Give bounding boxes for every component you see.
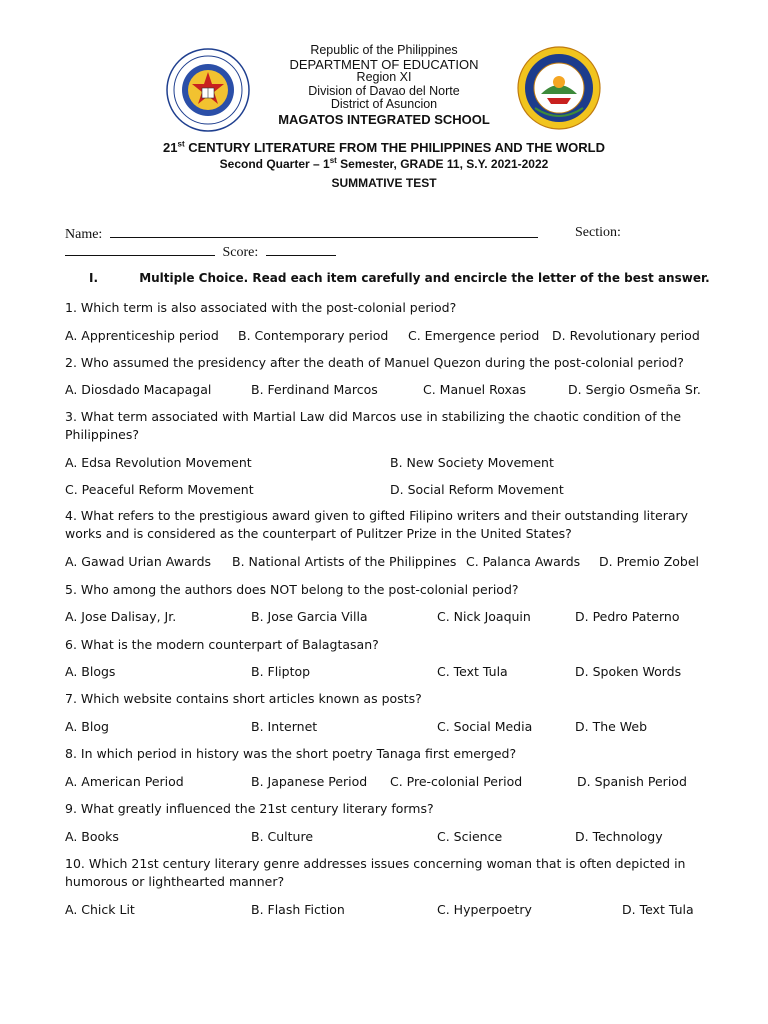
option-5d[interactable]: D. Pedro Paterno (575, 609, 680, 624)
quarter-line: Second Quarter – 1st Semester, GRADE 11, S.Y. 2021-2022 (219, 156, 549, 171)
district-text: District of Asuncion (330, 97, 438, 111)
question-3: 3. What term associated with Martial Law did Marcos use in stabilizing the chaotic condition of the Philippines? (65, 409, 682, 442)
option-7d[interactable]: D. The Web (575, 719, 648, 734)
option-10d[interactable]: D. Text Tula (622, 902, 694, 917)
option-8d[interactable]: D. Spanish Period (577, 774, 687, 789)
question-10: 10. Which 21st century literary genre addresses issues concerning woman that is often depicted in humorous or lighthearted manner? (65, 856, 686, 889)
option-4b[interactable]: B. National Artists of the Philippines (232, 554, 457, 569)
option-5a[interactable]: A. Jose Dalisay, Jr. (65, 609, 177, 624)
course-title: 21st CENTURY LITERATURE FROM THE PHILIPPINES AND THE WORLD (163, 139, 605, 155)
option-7c[interactable]: C. Social Media (437, 719, 533, 734)
option-6b[interactable]: B. Fliptop (251, 664, 311, 679)
division-text: Division of Davao del Norte (308, 83, 460, 98)
section-field[interactable] (65, 243, 215, 256)
score-field[interactable] (266, 243, 336, 256)
option-8b[interactable]: B. Japanese Period (251, 774, 368, 789)
option-2c[interactable]: C. Manuel Roxas (423, 382, 527, 397)
question-6: 6. What is the modern counterpart of Balagtasan? (65, 637, 379, 652)
option-2b[interactable]: B. Ferdinand Marcos (251, 382, 378, 397)
option-5c[interactable]: C. Nick Joaquin (437, 609, 531, 624)
option-9d[interactable]: D. Technology (575, 829, 663, 844)
section-label: Section: (575, 225, 621, 240)
letterhead (0, 44, 768, 127)
option-3b[interactable]: B. New Society Movement (390, 455, 554, 470)
question-1: 1. Which term is also associated with the post-colonial period? (65, 300, 457, 315)
option-5b[interactable]: B. Jose Garcia Villa (251, 609, 368, 624)
name-label: Name: (65, 227, 103, 242)
instructions (89, 271, 710, 285)
option-1a[interactable]: A. Apprenticeship period (65, 328, 219, 343)
option-2a[interactable]: A. Diosdado Macapagal (65, 382, 212, 397)
option-3d[interactable]: D. Social Reform Movement (390, 482, 564, 497)
option-7a[interactable]: A. Blog (65, 719, 109, 734)
option-4a[interactable]: A. Gawad Urian Awards (65, 554, 212, 569)
option-10b[interactable]: B. Flash Fiction (251, 902, 345, 917)
option-1c[interactable]: C. Emergence period (408, 328, 540, 343)
instructions-text: Multiple Choice. Read each item carefully and encircle the letter of the best answer. (139, 271, 710, 285)
test-title: SUMMATIVE TEST (331, 176, 437, 190)
option-6d[interactable]: D. Spoken Words (575, 664, 682, 679)
question-8: 8. In which period in history was the short poetry Tanaga first emerged? (65, 746, 517, 761)
region-text: Region XI (356, 70, 412, 84)
option-3a[interactable]: A. Edsa Revolution Movement (65, 455, 252, 470)
option-3c[interactable]: C. Peaceful Reform Movement (65, 482, 254, 497)
part-number: I. (89, 271, 99, 285)
option-10a[interactable]: A. Chick Lit (65, 902, 135, 917)
republic-text: Republic of the Philippines (310, 43, 458, 57)
score-label: Score: (222, 245, 259, 260)
option-4c[interactable]: C. Palanca Awards (466, 554, 581, 569)
question-5: 5. Who among the authors does NOT belong to the post-colonial period? (65, 582, 519, 597)
option-9a[interactable]: A. Books (65, 829, 119, 844)
exam-titles (0, 140, 768, 194)
department-text: DEPARTMENT OF EDUCATION (289, 56, 479, 72)
question-9: 9. What greatly influenced the 21st century literary forms? (65, 801, 434, 816)
question-7: 7. Which website contains short articles known as posts? (65, 691, 422, 706)
option-8a[interactable]: A. American Period (65, 774, 184, 789)
option-9c[interactable]: C. Science (437, 829, 503, 844)
option-6c[interactable]: C. Text Tula (437, 664, 508, 679)
option-1b[interactable]: B. Contemporary period (238, 328, 389, 343)
option-4d[interactable]: D. Premio Zobel (599, 554, 700, 569)
option-8c[interactable]: C. Pre-colonial Period (390, 774, 523, 789)
question-2: 2. Who assumed the presidency after the death of Manuel Quezon during the post-colonial period? (65, 355, 684, 370)
option-6a[interactable]: A. Blogs (65, 664, 116, 679)
option-7b[interactable]: B. Internet (251, 719, 318, 734)
option-9b[interactable]: B. Culture (251, 829, 314, 844)
option-10c[interactable]: C. Hyperpoetry (437, 902, 532, 917)
name-field[interactable] (110, 225, 538, 238)
student-info (65, 225, 705, 261)
option-2d[interactable]: D. Sergio Osmeña Sr. (568, 382, 701, 397)
option-1d[interactable]: D. Revolutionary period (552, 328, 700, 343)
school-name: MAGATOS INTEGRATED SCHOOL (278, 111, 490, 127)
question-4: 4. What refers to the prestigious award given to gifted Filipino writers and their outstanding literary works and is considered as the counterpart of Pulitzer Prize in the United States? (65, 508, 689, 541)
